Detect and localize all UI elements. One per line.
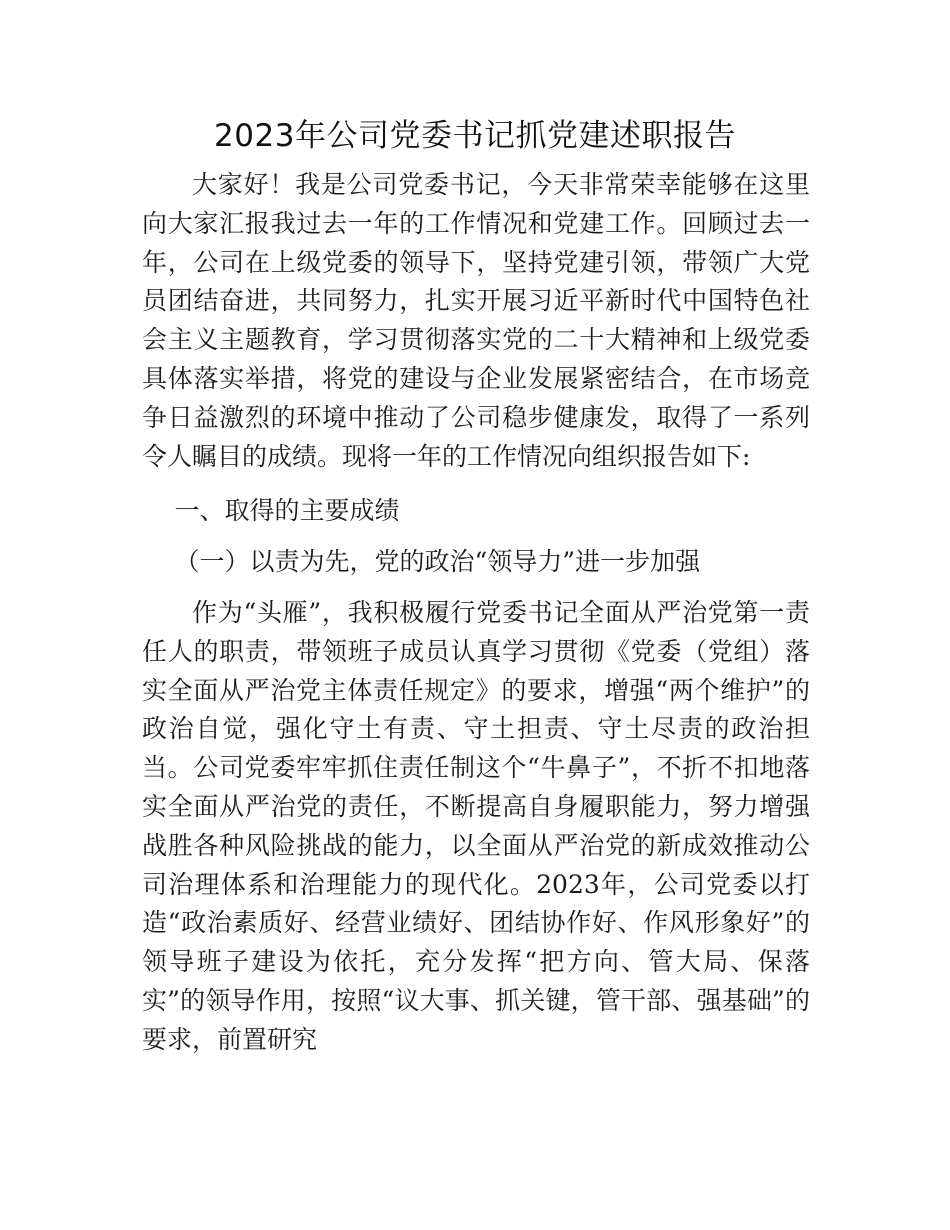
document-title: 2023年公司党委书记抓党建述职报告	[214, 118, 736, 154]
spacer	[142, 582, 810, 594]
section-heading: 一、取得的主要成绩	[174, 496, 400, 526]
section-paragraph: 作为“头雁”，我积极履行党委书记全面从严治党第一责任人的职责，带领班子成员认真学习贯彻《党委（党组）落实全面从严治党主体责任规定》的要求，增强“两个维护”的政治自觉，强化守土有责、守土担责、守土尽责的政治担当。公司党委牢牢抓住责任制这个“牛鼻子”，不折不扣地落实全面从严治党的责任，不断提高自身履职能力，努力增强战胜各种风险挑战的能力，以全面从严治党的新成效推动公司治理体系和治理能力的现代化。2023年，公司党委以打造“政治素质好、经营业绩好、团结协作好、作风形象好”的领导班子建设为依托，充分发挥“把方向、管大局、保落实”的领导作用，按照“议大事、抓关键，管干部、强基础”的要求，前置研究	[142, 597, 810, 1054]
spacer	[142, 476, 810, 492]
document-body	[142, 166, 810, 1060]
intro-paragraph: 大家好！我是公司党委书记，今天非常荣幸能够在这里向大家汇报我过去一年的工作情况和党建工作。回顾过去一年，公司在上级党委的领导下，坚持党建引领，带领广大党员团结奋进，共同努力，扎实开展习近平新时代中国特色社会主义主题教育，学习贯彻落实党的二十大精神和上级党委具体落实举措，将党的建设与企业发展紧密结合，在市场竞争日益激烈的环境中推动了公司稳步健康发，取得了一系列令人瞩目的成绩。现将一年的工作情况向组织报告如下:	[142, 170, 810, 471]
subsection-heading: （一）以责为先，党的政治“领导力”进一步加强	[174, 547, 701, 577]
spacer	[142, 531, 810, 543]
